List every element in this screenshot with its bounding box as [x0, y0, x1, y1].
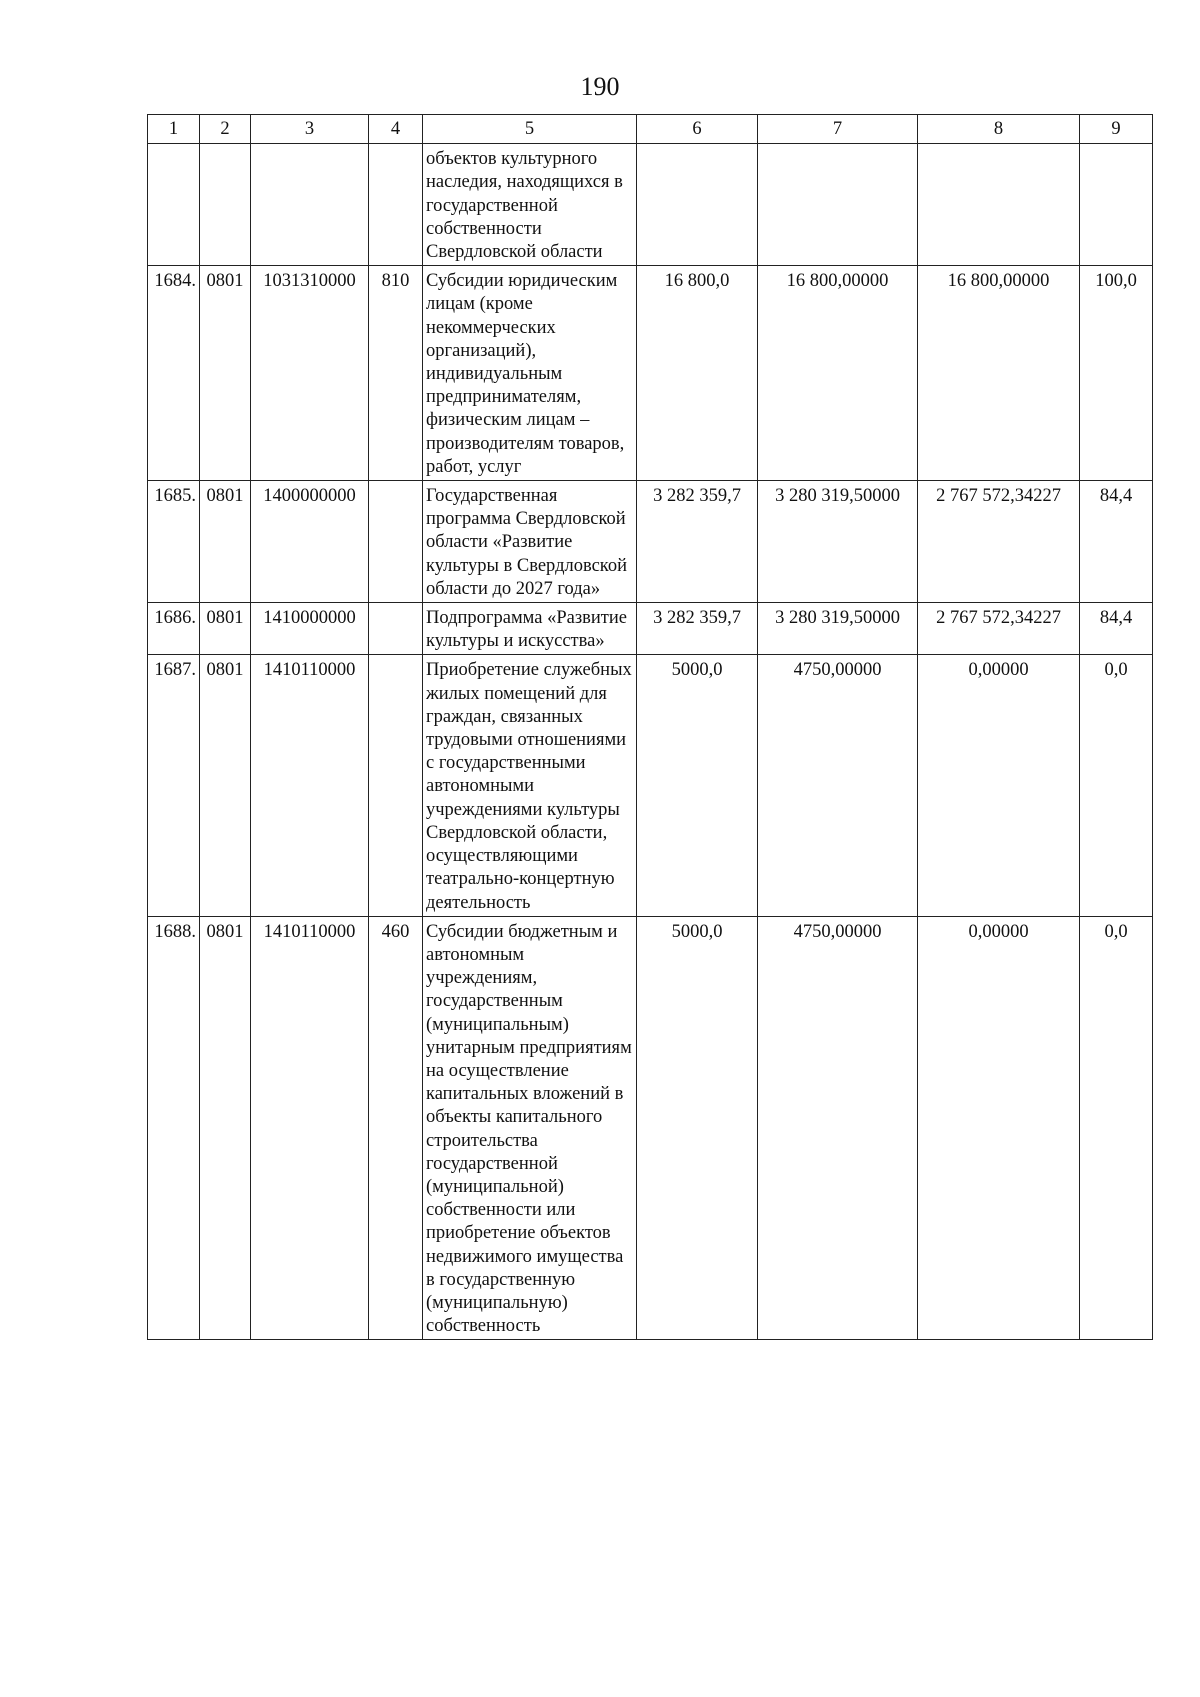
section-code: 0801 [200, 603, 251, 655]
column-header: 7 [758, 115, 918, 144]
approved-amount: 3 280 319,50000 [758, 481, 918, 603]
target-item-code [251, 144, 369, 266]
budget-table [147, 114, 1153, 1340]
expense-type-code: 460 [369, 916, 423, 1340]
expense-type-code: 810 [369, 266, 423, 481]
planned-amount: 16 800,0 [637, 266, 758, 481]
planned-amount: 5000,0 [637, 916, 758, 1340]
row-number: 1685. [148, 481, 200, 603]
row-number: 1684. [148, 266, 200, 481]
row-description: Государственная программа Свердловской области «Развитие культуры в Свердловской области до 2027 года» [423, 481, 637, 603]
target-item-code: 1410110000 [251, 916, 369, 1340]
table-header-row [148, 115, 1153, 144]
table-row [148, 655, 1153, 916]
execution-percent: 100,0 [1080, 266, 1153, 481]
column-header: 4 [369, 115, 423, 144]
section-code: 0801 [200, 655, 251, 916]
column-header: 9 [1080, 115, 1153, 144]
row-number: 1687. [148, 655, 200, 916]
section-code: 0801 [200, 481, 251, 603]
approved-amount: 16 800,00000 [758, 266, 918, 481]
expense-type-code [369, 481, 423, 603]
approved-amount [758, 144, 918, 266]
execution-percent: 0,0 [1080, 916, 1153, 1340]
row-description: объектов культурного наследия, находящихся в государственной собственности Свердловской области [423, 144, 637, 266]
column-header: 8 [918, 115, 1080, 144]
target-item-code: 1410000000 [251, 603, 369, 655]
column-header: 1 [148, 115, 200, 144]
target-item-code: 1031310000 [251, 266, 369, 481]
table-row [148, 266, 1153, 481]
section-code: 0801 [200, 266, 251, 481]
row-description: Подпрограмма «Развитие культуры и искусства» [423, 603, 637, 655]
column-header: 5 [423, 115, 637, 144]
page-number: 190 [580, 72, 620, 101]
section-code [200, 144, 251, 266]
row-number: 1686. [148, 603, 200, 655]
execution-percent [1080, 144, 1153, 266]
executed-amount [918, 144, 1080, 266]
section-code: 0801 [200, 916, 251, 1340]
column-header: 2 [200, 115, 251, 144]
expense-type-code [369, 655, 423, 916]
execution-percent: 84,4 [1080, 481, 1153, 603]
planned-amount [637, 144, 758, 266]
table-row [148, 603, 1153, 655]
row-number: 1688. [148, 916, 200, 1340]
approved-amount: 3 280 319,50000 [758, 603, 918, 655]
planned-amount: 5000,0 [637, 655, 758, 916]
row-description: Субсидии юридическим лицам (кроме некоммерческих организаций), индивидуальным предпринимателям, физическим лицам – производителям товаров, работ, услуг [423, 266, 637, 481]
expense-type-code [369, 144, 423, 266]
table-row [148, 144, 1153, 266]
approved-amount: 4750,00000 [758, 655, 918, 916]
executed-amount: 0,00000 [918, 655, 1080, 916]
row-number [148, 144, 200, 266]
table-row [148, 916, 1153, 1340]
executed-amount: 2 767 572,34227 [918, 481, 1080, 603]
column-header: 6 [637, 115, 758, 144]
expense-type-code [369, 603, 423, 655]
approved-amount: 4750,00000 [758, 916, 918, 1340]
execution-percent: 0,0 [1080, 655, 1153, 916]
executed-amount: 16 800,00000 [918, 266, 1080, 481]
row-description: Приобретение служебных жилых помещений для граждан, связанных трудовыми отношениями с государственными автономными учреждениями культуры Свердловской области, осуществляющими театрально-концертную деятельность [423, 655, 637, 916]
executed-amount: 0,00000 [918, 916, 1080, 1340]
executed-amount: 2 767 572,34227 [918, 603, 1080, 655]
target-item-code: 1400000000 [251, 481, 369, 603]
target-item-code: 1410110000 [251, 655, 369, 916]
execution-percent: 84,4 [1080, 603, 1153, 655]
planned-amount: 3 282 359,7 [637, 481, 758, 603]
planned-amount: 3 282 359,7 [637, 603, 758, 655]
column-header: 3 [251, 115, 369, 144]
table-row [148, 481, 1153, 603]
row-description: Субсидии бюджетным и автономным учреждениям, государственным (муниципальным) унитарным предприятиям на осуществление капитальных вложений в объекты капитального строительства государственной (муниципальной) собственности или приобретение объектов недвижимого имущества в государственную (муниципальную) собственность [423, 916, 637, 1340]
